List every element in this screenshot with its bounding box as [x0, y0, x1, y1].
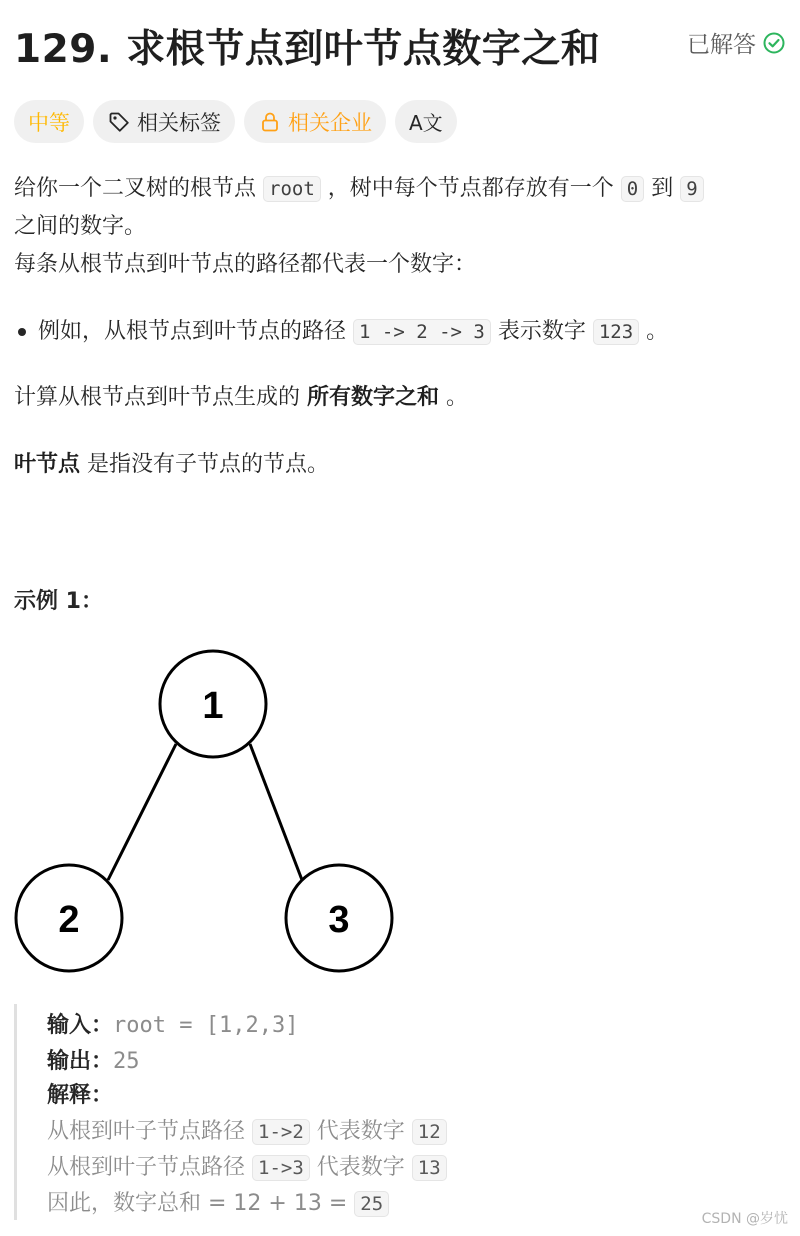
tree-node-3-label: 3 [328, 899, 350, 941]
example-explanation-label: 解释： [47, 1083, 114, 1108]
example-block [14, 1004, 477, 1220]
related-companies-label: 相关企业 [288, 110, 372, 135]
code-path: 1 -> 2 -> 3 [353, 319, 491, 345]
leaf-definition: 叶节点 是指没有子节点的节点。 [14, 452, 330, 477]
description-line-1: 给你一个二叉树的根节点 root ，树中每个节点都存放有一个 0 到 9 [14, 170, 790, 208]
bullet-item: 例如，从根节点到叶节点的路径 1 -> 2 -> 3 表示数字 123 。 [14, 314, 668, 345]
solved-label: 已解答 [687, 32, 756, 58]
code-number: 123 [593, 319, 639, 345]
related-tags-label: 相关标签 [137, 110, 221, 135]
problem-title: 129. 求根节点到叶节点数字之和 [14, 27, 601, 72]
tree-node-2-label: 2 [58, 899, 80, 941]
watermark: CSDN @岁忧 [701, 1211, 788, 1227]
translate-button[interactable] [395, 100, 457, 143]
translate-icon: A文 [409, 111, 443, 135]
example-input: 输入：root = [1,2,3] [47, 1013, 299, 1038]
code-nine: 9 [680, 176, 703, 202]
example-title: 示例 1： [14, 589, 103, 614]
example-explanation-line-3: 因此，数字总和 = 12 + 13 = 25 [47, 1186, 389, 1217]
tree-edge-1-3 [250, 744, 302, 880]
problem-description [14, 170, 790, 284]
description-line-2: 之间的数字。 [14, 214, 147, 239]
related-tags-button[interactable] [93, 100, 235, 143]
title-row [14, 18, 786, 70]
related-companies-button[interactable] [244, 100, 386, 143]
tree-edge-1-2 [108, 744, 176, 880]
check-circle-icon [762, 31, 786, 55]
difficulty-label: 中等 [28, 110, 70, 135]
code-zero: 0 [621, 176, 644, 202]
description-line-3: 每条从根节点到叶节点的路径都代表一个数字： [14, 252, 477, 277]
tag-icon [107, 110, 131, 134]
example-explanation-line-1: 从根到叶子节点路径 1->2 代表数字 12 [47, 1114, 447, 1145]
tag-bar [14, 100, 457, 143]
example-explanation-line-2: 从根到叶子节点路径 1->3 代表数字 13 [47, 1150, 447, 1181]
example-output: 输出：25 [47, 1049, 140, 1074]
example-tree-diagram [14, 640, 398, 980]
solved-status[interactable] [687, 26, 786, 59]
calc-statement: 计算从根节点到叶节点生成的 所有数字之和 。 [14, 385, 469, 410]
lock-icon [258, 110, 282, 134]
bullet-dot [18, 328, 26, 336]
code-root: root [263, 176, 321, 202]
tree-node-1-label: 1 [202, 685, 224, 727]
difficulty-tag[interactable] [14, 100, 84, 143]
